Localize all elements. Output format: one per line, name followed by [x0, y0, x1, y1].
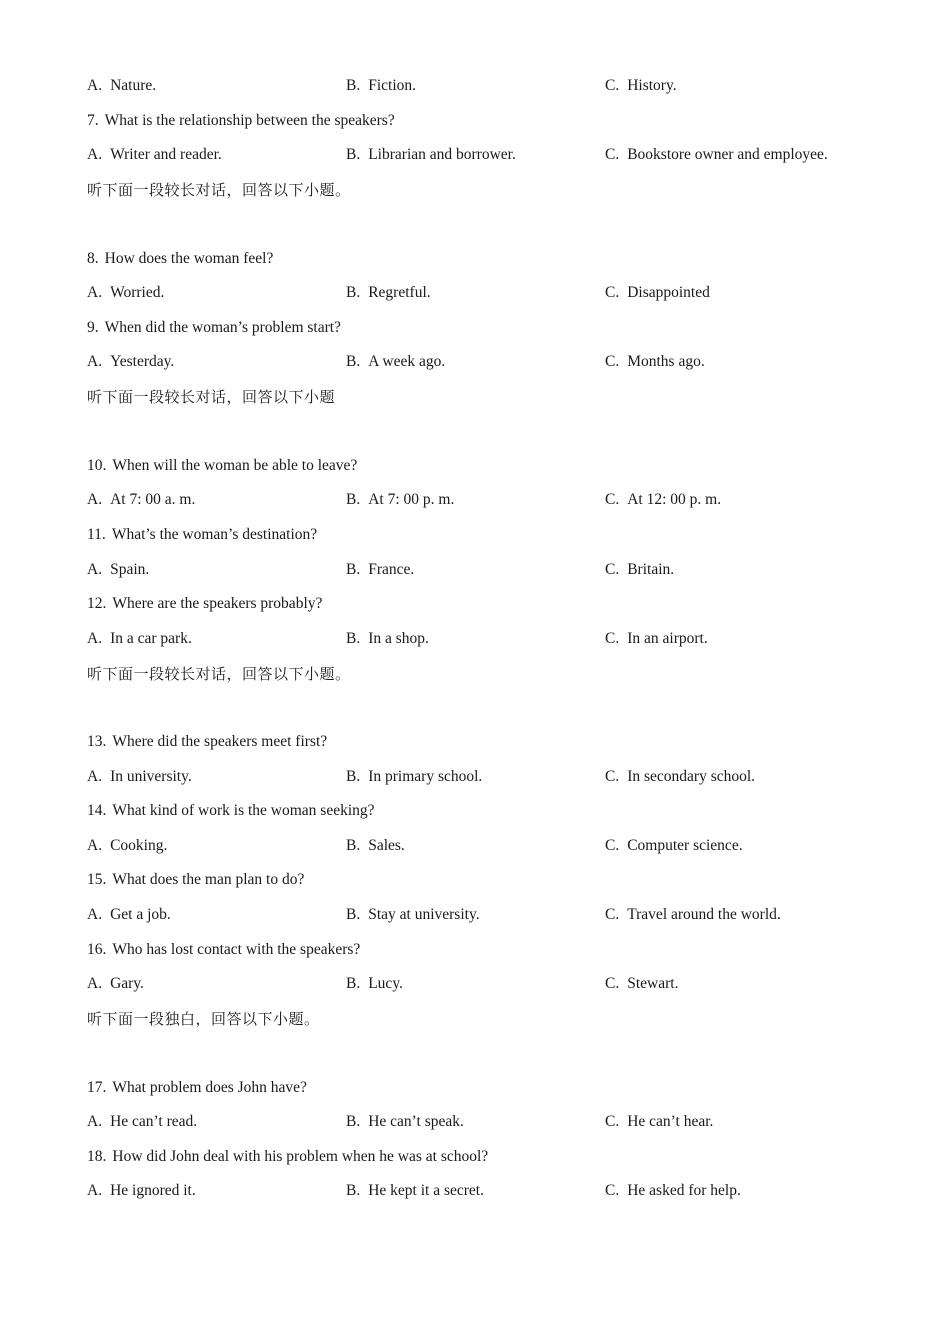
option-text: Gary.: [110, 975, 144, 992]
option-text: In secondary school.: [627, 768, 756, 785]
option-text: Disappointed: [627, 284, 710, 301]
q12-option-a: [87, 629, 192, 649]
q17-question: [87, 1078, 307, 1098]
option-text: Regretful.: [368, 284, 431, 301]
option-label: C.: [605, 1113, 620, 1130]
option-text: In primary school.: [368, 768, 483, 785]
q7-option-a: [87, 145, 222, 165]
option-text: At 7: 00 a. m.: [110, 491, 196, 508]
option-text: Britain.: [627, 561, 675, 578]
option-text: Stay at university.: [368, 906, 480, 923]
option-label: A.: [87, 77, 103, 94]
option-label: B.: [346, 1182, 361, 1199]
question-text: Where did the speakers meet first?: [112, 733, 328, 750]
q8-option-a: [87, 283, 164, 303]
option-label: B.: [346, 975, 361, 992]
option-label: B.: [346, 630, 361, 647]
q10-question: [87, 456, 357, 476]
q10-option-c: [605, 490, 721, 510]
q11-option-a: [87, 560, 149, 580]
option-text: In a shop.: [368, 630, 429, 647]
option-text: Bookstore owner and employee.: [627, 146, 828, 163]
option-text: Writer and reader.: [110, 146, 222, 163]
option-label: C.: [605, 77, 620, 94]
q15-option-a: [87, 905, 171, 925]
q14-question: [87, 801, 375, 821]
q18-option-b: [346, 1181, 484, 1201]
q9-question: [87, 318, 341, 338]
question-number: 10.: [87, 457, 107, 474]
option-label: A.: [87, 837, 103, 854]
q16-option-c: [605, 974, 678, 994]
option-label: B.: [346, 837, 361, 854]
q10-option-a: [87, 490, 195, 510]
option-label: A.: [87, 491, 103, 508]
q7-option-b: [346, 145, 516, 165]
q8-option-c: [605, 283, 710, 303]
option-text: Get a job.: [110, 906, 171, 923]
option-text: Travel around the world.: [627, 906, 781, 923]
option-text: Sales.: [368, 837, 405, 854]
option-label: B.: [346, 353, 361, 370]
question-number: 7.: [87, 112, 99, 129]
option-label: B.: [346, 1113, 361, 1130]
option-text: Librarian and borrower.: [368, 146, 516, 163]
question-number: 18.: [87, 1148, 107, 1165]
q9-option-c: [605, 352, 705, 372]
question-number: 11.: [87, 526, 106, 543]
option-label: B.: [346, 146, 361, 163]
option-label: B.: [346, 906, 361, 923]
q14-option-a: [87, 836, 167, 856]
q18-question: [87, 1147, 488, 1167]
option-text: Cooking.: [110, 837, 168, 854]
option-text: Fiction.: [368, 77, 417, 94]
option-text: Stewart.: [627, 975, 679, 992]
option-label: C.: [605, 975, 620, 992]
q6-option-c: [605, 76, 677, 96]
q14-option-b: [346, 836, 405, 856]
section-instruction: 听下面一段独白，回答以下小题。: [87, 1010, 320, 1028]
q9-option-a: [87, 352, 174, 372]
option-text: He can’t read.: [110, 1113, 198, 1130]
q16-option-b: [346, 974, 403, 994]
option-label: C.: [605, 837, 620, 854]
option-text: He ignored it.: [110, 1182, 196, 1199]
option-label: C.: [605, 491, 620, 508]
option-label: A.: [87, 906, 103, 923]
q12-question: [87, 594, 322, 614]
option-text: Nature.: [110, 77, 157, 94]
q11-question: [87, 525, 317, 545]
option-text: In a car park.: [110, 630, 192, 647]
question-number: 8.: [87, 250, 99, 267]
q13-question: [87, 732, 327, 752]
question-number: 16.: [87, 941, 107, 958]
option-label: A.: [87, 1182, 103, 1199]
q17-option-a: [87, 1112, 197, 1132]
option-label: A.: [87, 146, 103, 163]
question-number: 9.: [87, 319, 99, 336]
question-number: 14.: [87, 802, 107, 819]
option-text: He can’t speak.: [368, 1113, 464, 1130]
option-label: C.: [605, 353, 620, 370]
option-label: C.: [605, 284, 620, 301]
question-text: Where are the speakers probably?: [112, 595, 323, 612]
option-label: A.: [87, 561, 103, 578]
option-text: At 7: 00 p. m.: [368, 491, 455, 508]
option-label: C.: [605, 146, 620, 163]
question-text: How did John deal with his problem when he was at school?: [112, 1148, 489, 1165]
q12-option-c: [605, 629, 708, 649]
option-text: Months ago.: [627, 353, 705, 370]
q12-option-b: [346, 629, 429, 649]
q15-question: [87, 870, 304, 890]
question-text: What does the man plan to do?: [112, 871, 305, 888]
option-label: C.: [605, 906, 620, 923]
option-text: Yesterday.: [110, 353, 175, 370]
option-text: He can’t hear.: [627, 1113, 714, 1130]
q18-option-a: [87, 1181, 196, 1201]
option-label: B.: [346, 77, 361, 94]
option-label: C.: [605, 1182, 620, 1199]
option-text: Worried.: [110, 284, 165, 301]
q18-option-c: [605, 1181, 741, 1201]
question-number: 17.: [87, 1079, 107, 1096]
question-number: 12.: [87, 595, 107, 612]
question-text: What is the relationship between the speakers?: [104, 112, 395, 129]
q8-question: [87, 249, 273, 269]
q10-option-b: [346, 490, 454, 510]
question-text: What problem does John have?: [112, 1079, 307, 1096]
option-label: C.: [605, 630, 620, 647]
q15-option-b: [346, 905, 480, 925]
q14-option-c: [605, 836, 743, 856]
section-instruction: 听下面一段较长对话，回答以下小题。: [87, 181, 351, 199]
option-text: He asked for help.: [627, 1182, 741, 1199]
option-text: In university.: [110, 768, 192, 785]
option-text: He kept it a secret.: [368, 1182, 484, 1199]
option-label: A.: [87, 284, 103, 301]
q9-option-b: [346, 352, 445, 372]
option-text: Computer science.: [627, 837, 743, 854]
option-label: A.: [87, 1113, 103, 1130]
question-text: Who has lost contact with the speakers?: [112, 941, 361, 958]
q7-question: [87, 111, 395, 131]
q11-option-b: [346, 560, 414, 580]
option-label: C.: [605, 561, 620, 578]
option-text: Lucy.: [368, 975, 403, 992]
q15-option-c: [605, 905, 781, 925]
option-label: A.: [87, 353, 103, 370]
q6-option-a: [87, 76, 156, 96]
q13-option-a: [87, 767, 192, 787]
q7-option-c: [605, 145, 828, 165]
question-number: 15.: [87, 871, 107, 888]
section-instruction: 听下面一段较长对话，回答以下小题: [87, 388, 336, 406]
question-text: What’s the woman’s destination?: [111, 526, 318, 543]
option-text: At 12: 00 p. m.: [627, 491, 722, 508]
option-label: A.: [87, 975, 103, 992]
q6-option-b: [346, 76, 416, 96]
question-text: When did the woman’s problem start?: [104, 319, 341, 336]
q17-option-c: [605, 1112, 713, 1132]
q16-option-a: [87, 974, 144, 994]
question-text: What kind of work is the woman seeking?: [112, 802, 375, 819]
option-text: France.: [368, 561, 415, 578]
option-label: B.: [346, 491, 361, 508]
option-label: A.: [87, 630, 103, 647]
option-label: B.: [346, 561, 361, 578]
option-text: History.: [627, 77, 677, 94]
q13-option-c: [605, 767, 755, 787]
option-text: In an airport.: [627, 630, 708, 647]
q11-option-c: [605, 560, 674, 580]
question-text: How does the woman feel?: [104, 250, 274, 267]
option-label: A.: [87, 768, 103, 785]
q16-question: [87, 940, 360, 960]
question-number: 13.: [87, 733, 107, 750]
q8-option-b: [346, 283, 431, 303]
option-label: B.: [346, 768, 361, 785]
question-text: When will the woman be able to leave?: [112, 457, 358, 474]
section-instruction: 听下面一段较长对话，回答以下小题。: [87, 665, 351, 683]
option-text: A week ago.: [368, 353, 446, 370]
option-label: C.: [605, 768, 620, 785]
q17-option-b: [346, 1112, 464, 1132]
option-text: Spain.: [110, 561, 150, 578]
option-label: B.: [346, 284, 361, 301]
q13-option-b: [346, 767, 482, 787]
